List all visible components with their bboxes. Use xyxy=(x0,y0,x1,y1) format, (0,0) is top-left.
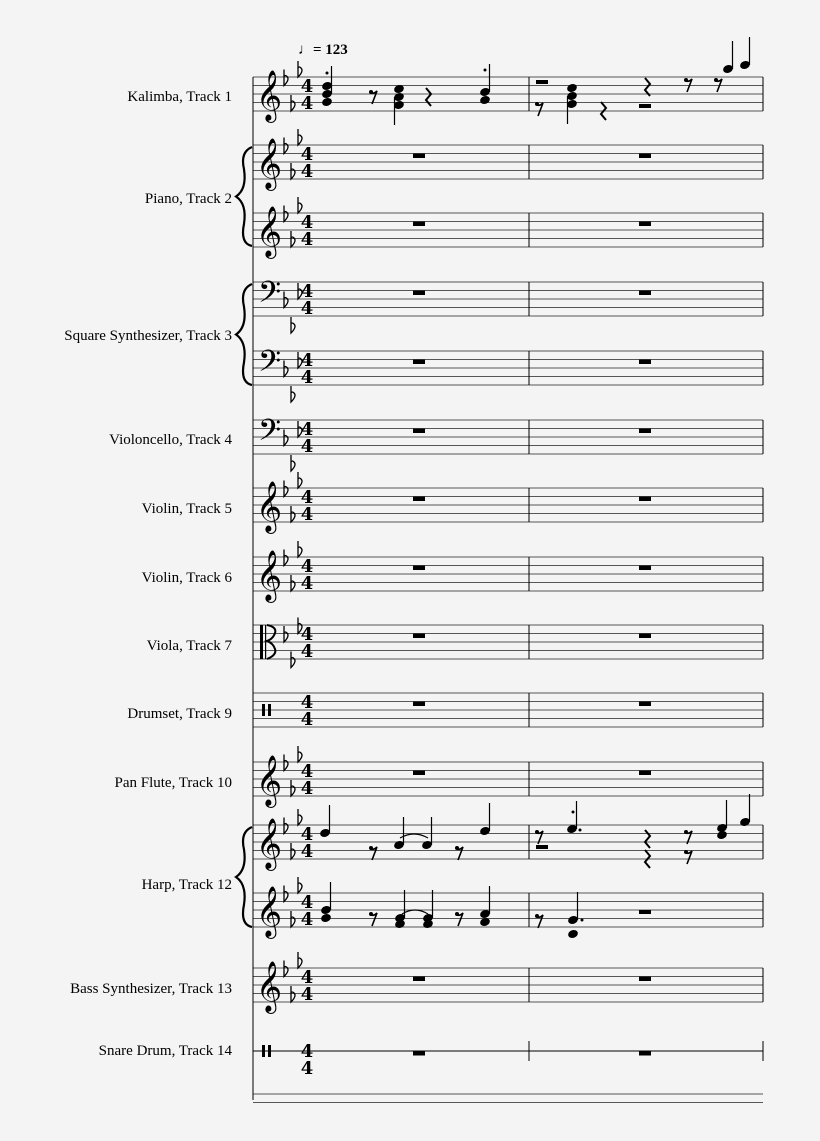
time-signature: 4 xyxy=(300,350,314,371)
staff-label-snare-drum: Snare Drum, Track 14 xyxy=(98,1043,232,1059)
treble-clef-icon: 𝄞 xyxy=(256,818,283,869)
flat-icon xyxy=(291,652,295,668)
staff-label-piano: Piano, Track 2 xyxy=(144,191,232,207)
flat-icon xyxy=(298,746,302,762)
time-signature: 4 xyxy=(300,436,314,457)
time-signature: 4 xyxy=(300,367,314,388)
staff-label-pan-flute: Pan Flute, Track 10 xyxy=(114,775,232,791)
treble-clef-icon: 𝄞 xyxy=(256,206,283,257)
whole-rest-icon xyxy=(639,222,651,227)
time-signature: 4 xyxy=(300,1058,314,1079)
whole-rest-icon xyxy=(639,977,651,982)
time-signature: 4 xyxy=(300,892,314,913)
flat-icon xyxy=(291,575,295,591)
flat-icon xyxy=(298,129,302,145)
quarter-rest-icon xyxy=(645,78,650,96)
flat-icon xyxy=(291,911,295,927)
flat-icon xyxy=(291,163,295,179)
staccato-dot xyxy=(326,72,329,75)
eighth-rest-icon xyxy=(535,830,539,834)
flat-icon xyxy=(291,780,295,796)
flat-icon xyxy=(284,550,288,566)
time-signature: 4 xyxy=(300,1041,314,1062)
treble-clef-icon: 𝄞 xyxy=(256,481,283,532)
percussion-clef-icon xyxy=(262,704,265,716)
eighth-rest-icon xyxy=(535,102,539,106)
whole-rest-icon xyxy=(413,222,425,227)
treble-clef-icon: 𝄞 xyxy=(256,138,283,189)
quarter-rest-icon xyxy=(426,88,431,106)
whole-rest-icon xyxy=(413,634,425,639)
note-head xyxy=(479,95,491,106)
time-signature: 4 xyxy=(300,144,314,165)
brace-icon xyxy=(236,284,252,385)
time-signature: 4 xyxy=(300,824,314,845)
note-head xyxy=(321,97,333,108)
flat-icon xyxy=(284,961,288,977)
time-signature: 4 xyxy=(300,692,314,713)
time-signature: 4 xyxy=(300,624,314,645)
alto-clef-icon xyxy=(265,625,266,659)
flat-icon xyxy=(298,61,302,77)
percussion-clef-icon xyxy=(268,1045,271,1057)
flat-icon xyxy=(284,626,288,642)
treble-clef-icon: 𝄞 xyxy=(256,886,283,937)
flat-icon xyxy=(298,472,302,488)
staff-label-violin-5: Violin, Track 5 xyxy=(141,501,232,517)
note-head xyxy=(567,929,579,940)
whole-rest-icon xyxy=(639,634,651,639)
treble-clef-icon: 𝄞 xyxy=(256,550,283,601)
time-signature: 4 xyxy=(300,556,314,577)
percussion-clef-icon xyxy=(268,704,271,716)
whole-rest-icon xyxy=(639,1051,651,1056)
staff-label-drumset: Drumset, Track 9 xyxy=(127,706,232,722)
whole-rest-icon xyxy=(413,702,425,707)
whole-rest-icon xyxy=(639,702,651,707)
flat-icon xyxy=(298,809,302,825)
time-signature: 4 xyxy=(300,967,314,988)
staff-label-square-synth: Square Synthesizer, Track 3 xyxy=(64,328,232,344)
whole-rest-icon xyxy=(413,977,425,982)
flat-icon xyxy=(284,481,288,497)
whole-rest-icon xyxy=(413,154,425,159)
whole-rest-icon xyxy=(639,429,651,434)
flat-icon xyxy=(298,952,302,968)
flat-icon xyxy=(291,506,295,522)
time-signature: 4 xyxy=(300,778,314,799)
flat-icon xyxy=(291,317,295,333)
time-signature: 4 xyxy=(300,761,314,782)
staff-label-harp: Harp, Track 12 xyxy=(141,877,232,893)
whole-rest-icon xyxy=(639,360,651,365)
staccato-dot xyxy=(572,811,575,814)
half-rest-icon xyxy=(536,80,548,84)
time-signature: 4 xyxy=(300,641,314,662)
tie-icon xyxy=(402,910,428,914)
brace-icon xyxy=(236,827,252,927)
eighth-rest-icon xyxy=(455,912,459,916)
staff-label-violoncello: Violoncello, Track 4 xyxy=(109,432,232,448)
time-signature: 4 xyxy=(300,841,314,862)
flat-icon xyxy=(291,386,295,402)
eighth-rest-icon xyxy=(369,912,373,916)
flat-icon xyxy=(291,986,295,1002)
flat-icon xyxy=(284,886,288,902)
time-signature: 4 xyxy=(300,281,314,302)
staff-label-kalimba: Kalimba, Track 1 xyxy=(127,89,232,105)
time-signature: 4 xyxy=(300,93,314,114)
flat-icon xyxy=(291,231,295,247)
staff-label-violin-6: Violin, Track 6 xyxy=(141,570,232,586)
whole-rest-icon xyxy=(413,497,425,502)
staff-label-bass-synth: Bass Synthesizer, Track 13 xyxy=(70,981,232,997)
flat-icon xyxy=(284,206,288,222)
treble-clef-icon: 𝄞 xyxy=(256,755,283,806)
whole-rest-icon xyxy=(413,1051,425,1056)
quarter-rest-icon xyxy=(645,830,650,848)
flat-icon xyxy=(291,843,295,859)
tempo-marking: ♩= 123 xyxy=(298,42,348,58)
time-signature: 4 xyxy=(300,984,314,1005)
bass-clef-icon: 𝄢 xyxy=(258,345,282,386)
eighth-rest-icon xyxy=(455,846,459,850)
staccato-dot xyxy=(484,69,487,72)
flat-icon xyxy=(284,430,288,446)
whole-rest-icon xyxy=(639,566,651,571)
staff-label-viola: Viola, Track 7 xyxy=(146,638,232,654)
time-signature: 4 xyxy=(300,487,314,508)
eighth-rest-icon xyxy=(684,830,688,834)
treble-clef-icon: 𝄞 xyxy=(256,70,283,121)
whole-rest-icon xyxy=(413,360,425,365)
flat-icon xyxy=(284,755,288,771)
time-signature: 4 xyxy=(300,419,314,440)
eighth-rest-icon xyxy=(684,850,688,854)
time-signature: 4 xyxy=(300,76,314,97)
whole-rest-icon xyxy=(639,771,651,776)
flat-icon xyxy=(298,877,302,893)
dot xyxy=(579,829,582,832)
whole-rest-icon xyxy=(413,566,425,571)
time-signature: 4 xyxy=(300,229,314,250)
flat-icon xyxy=(284,361,288,377)
half-rest-icon xyxy=(639,910,651,914)
note-head xyxy=(320,913,332,924)
whole-rest-icon xyxy=(639,497,651,502)
whole-rest-icon xyxy=(413,291,425,296)
time-signature: 4 xyxy=(300,504,314,525)
tie-icon xyxy=(400,834,428,838)
flat-icon xyxy=(284,292,288,308)
note-head xyxy=(716,830,728,841)
time-signature: 4 xyxy=(300,212,314,233)
percussion-clef-icon xyxy=(262,1045,265,1057)
flat-icon xyxy=(298,541,302,557)
time-signature: 4 xyxy=(300,298,314,319)
alto-clef-icon xyxy=(260,625,263,659)
time-signature: 4 xyxy=(300,573,314,594)
whole-rest-icon xyxy=(413,771,425,776)
eighth-rest-icon xyxy=(714,78,718,82)
flat-icon xyxy=(284,138,288,154)
eighth-rest-icon xyxy=(535,914,539,918)
whole-rest-icon xyxy=(639,291,651,296)
time-signature: 4 xyxy=(300,161,314,182)
bass-clef-icon: 𝄢 xyxy=(258,414,282,455)
flat-icon xyxy=(284,70,288,86)
whole-rest-icon xyxy=(413,429,425,434)
brace-icon xyxy=(236,147,252,246)
half-rest-icon xyxy=(639,104,651,108)
flat-icon xyxy=(291,95,295,111)
note-head xyxy=(566,83,578,94)
treble-clef-icon: 𝄞 xyxy=(256,961,283,1012)
half-rest-icon xyxy=(536,845,548,849)
time-signature: 4 xyxy=(300,709,314,730)
eighth-rest-icon xyxy=(369,846,373,850)
dot xyxy=(581,919,584,922)
eighth-rest-icon xyxy=(369,90,373,94)
flat-icon xyxy=(298,197,302,213)
bass-clef-icon: 𝄢 xyxy=(258,276,282,317)
whole-rest-icon xyxy=(639,154,651,159)
flat-icon xyxy=(291,455,295,471)
eighth-rest-icon xyxy=(684,78,688,82)
time-signature: 4 xyxy=(300,909,314,930)
flat-icon xyxy=(284,818,288,834)
